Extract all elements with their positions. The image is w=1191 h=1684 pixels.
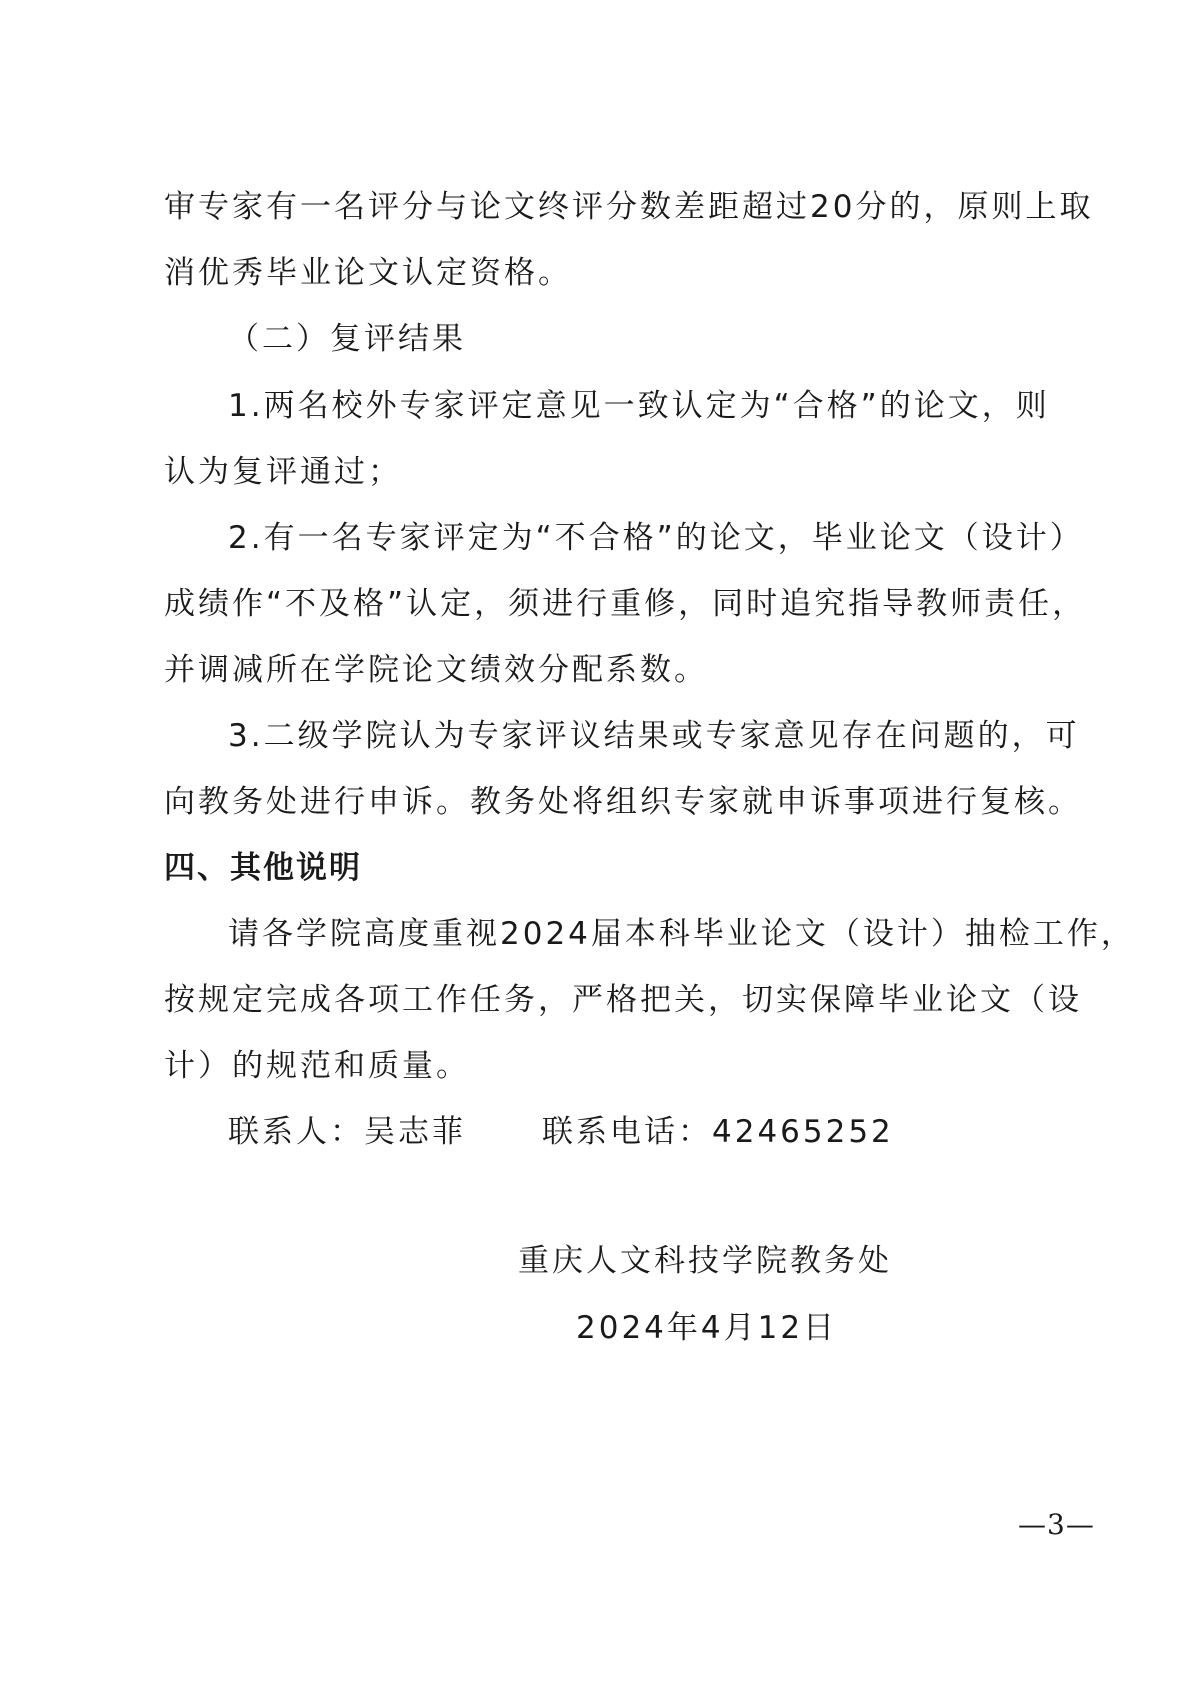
paragraph-line: 3.二级学院认为专家评议结果或专家意见存在问题的，可: [228, 718, 1080, 754]
paragraph-line: 按规定完成各项工作任务，严格把关，切实保障毕业论文（设: [164, 982, 1082, 1018]
paragraph-line: 计）的规范和质量。: [164, 1048, 470, 1084]
section-heading: 四、其他说明: [164, 850, 362, 886]
paragraph-line: 审专家有一名评分与论文终评分数差距超过20分的，原则上取: [164, 189, 1094, 225]
paragraph-line: 请各学院高度重视2024届本科毕业论文（设计）抽检工作，: [228, 916, 1135, 952]
paragraph-line: 并调减所在学院论文绩效分配系数。: [164, 652, 708, 688]
page-number: —3—: [1018, 1508, 1095, 1541]
contact-person-label: 联系人：: [228, 1114, 364, 1150]
paragraph-line: 消优秀毕业论文认定资格。: [164, 255, 572, 291]
paragraph-line: 2.有一名专家评定为“不合格”的论文，毕业论文（设计）: [228, 520, 1084, 556]
contact-person-name: 吴志菲: [364, 1114, 466, 1150]
issuer-signature: 重庆人文科技学院教务处: [518, 1243, 892, 1279]
section-subheading: （二）复评结果: [228, 321, 466, 357]
contact-line: [228, 1112, 894, 1152]
contact-phone-number: 42465252: [712, 1114, 894, 1150]
paragraph-line: 认为复评通过；: [164, 454, 402, 490]
paragraph-line: 1.两名校外专家评定意见一致认定为“合格”的论文，则: [228, 388, 1050, 424]
contact-phone-label: 联系电话：: [542, 1114, 712, 1150]
paragraph-line: 成绩作“不及格”认定，须进行重修，同时追究指导教师责任，: [164, 586, 1087, 622]
paragraph-line: 向教务处进行申诉。教务处将组织专家就申诉事项进行复核。: [164, 784, 1082, 820]
issue-date: 2024年4月12日: [576, 1310, 838, 1346]
